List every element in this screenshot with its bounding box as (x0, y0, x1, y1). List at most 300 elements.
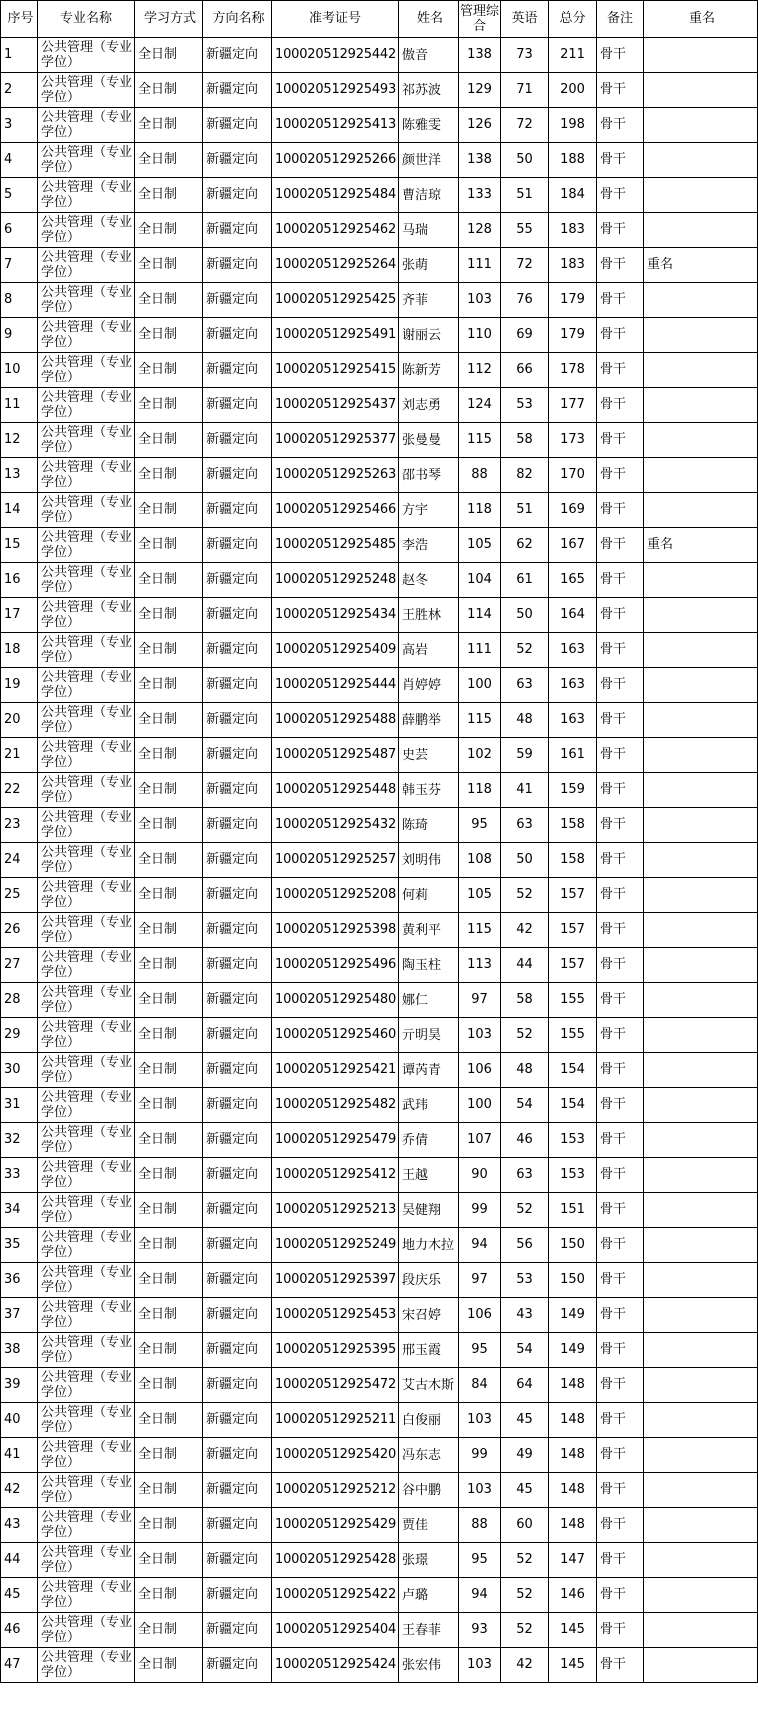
cell-english: 52 (501, 1543, 549, 1578)
cell-name: 陈琦 (399, 808, 459, 843)
cell-ticket: 100020512925422 (272, 1578, 399, 1613)
cell-english: 72 (501, 108, 549, 143)
cell-total: 161 (549, 738, 597, 773)
cell-mode: 全日制 (135, 493, 203, 528)
cell-no: 8 (1, 283, 38, 318)
cell-mode: 全日制 (135, 843, 203, 878)
cell-major: 公共管理（专业学位） (38, 1578, 135, 1613)
cell-no: 28 (1, 983, 38, 1018)
cell-total: 149 (549, 1333, 597, 1368)
cell-name: 祁苏波 (399, 73, 459, 108)
cell-name: 颜世洋 (399, 143, 459, 178)
cell-direction: 新疆定向 (203, 913, 272, 948)
col-header-remark: 备注 (597, 1, 644, 38)
cell-remark: 骨干 (597, 598, 644, 633)
cell-name: 张璟 (399, 1543, 459, 1578)
cell-dup (644, 73, 758, 108)
cell-total: 184 (549, 178, 597, 213)
cell-direction: 新疆定向 (203, 528, 272, 563)
cell-mode: 全日制 (135, 213, 203, 248)
cell-total: 154 (549, 1088, 597, 1123)
cell-remark: 骨干 (597, 493, 644, 528)
cell-direction: 新疆定向 (203, 1368, 272, 1403)
cell-no: 46 (1, 1613, 38, 1648)
cell-dup (644, 1403, 758, 1438)
cell-direction: 新疆定向 (203, 1018, 272, 1053)
cell-total: 183 (549, 248, 597, 283)
cell-no: 21 (1, 738, 38, 773)
cell-english: 42 (501, 913, 549, 948)
cell-mgmt: 105 (459, 878, 501, 913)
cell-mgmt: 108 (459, 843, 501, 878)
table-row (1, 738, 758, 773)
cell-remark: 骨干 (597, 1333, 644, 1368)
cell-ticket: 100020512925398 (272, 913, 399, 948)
cell-mode: 全日制 (135, 423, 203, 458)
cell-dup: 重名 (644, 528, 758, 563)
table-row (1, 598, 758, 633)
col-header-direction: 方向名称 (203, 1, 272, 38)
cell-total: 153 (549, 1158, 597, 1193)
cell-dup (644, 423, 758, 458)
cell-english: 63 (501, 808, 549, 843)
cell-remark: 骨干 (597, 318, 644, 353)
cell-major: 公共管理（专业学位） (38, 1368, 135, 1403)
cell-english: 60 (501, 1508, 549, 1543)
table-row (1, 703, 758, 738)
cell-name: 赵冬 (399, 563, 459, 598)
cell-no: 35 (1, 1228, 38, 1263)
cell-mode: 全日制 (135, 528, 203, 563)
cell-mode: 全日制 (135, 38, 203, 73)
cell-major: 公共管理（专业学位） (38, 598, 135, 633)
cell-no: 2 (1, 73, 38, 108)
cell-direction: 新疆定向 (203, 283, 272, 318)
cell-major: 公共管理（专业学位） (38, 213, 135, 248)
cell-major: 公共管理（专业学位） (38, 1298, 135, 1333)
cell-major: 公共管理（专业学位） (38, 283, 135, 318)
cell-mode: 全日制 (135, 1228, 203, 1263)
cell-no: 19 (1, 668, 38, 703)
cell-mgmt: 88 (459, 458, 501, 493)
cell-major: 公共管理（专业学位） (38, 703, 135, 738)
cell-mode: 全日制 (135, 1578, 203, 1613)
cell-dup (644, 1613, 758, 1648)
cell-direction: 新疆定向 (203, 178, 272, 213)
cell-direction: 新疆定向 (203, 1473, 272, 1508)
cell-mode: 全日制 (135, 108, 203, 143)
cell-direction: 新疆定向 (203, 738, 272, 773)
cell-remark: 骨干 (597, 528, 644, 563)
table-row (1, 73, 758, 108)
cell-direction: 新疆定向 (203, 633, 272, 668)
cell-english: 53 (501, 1263, 549, 1298)
cell-english: 61 (501, 563, 549, 598)
cell-dup (644, 808, 758, 843)
cell-dup (644, 388, 758, 423)
table-row (1, 1333, 758, 1368)
cell-mgmt: 113 (459, 948, 501, 983)
cell-no: 40 (1, 1403, 38, 1438)
table-row (1, 38, 758, 73)
cell-name: 艾古木斯 (399, 1368, 459, 1403)
cell-name: 傲音 (399, 38, 459, 73)
cell-mode: 全日制 (135, 1088, 203, 1123)
cell-no: 17 (1, 598, 38, 633)
cell-no: 4 (1, 143, 38, 178)
cell-total: 163 (549, 633, 597, 668)
cell-total: 179 (549, 283, 597, 318)
cell-ticket: 100020512925248 (272, 563, 399, 598)
cell-english: 58 (501, 423, 549, 458)
cell-mgmt: 99 (459, 1438, 501, 1473)
cell-total: 188 (549, 143, 597, 178)
table-row (1, 1473, 758, 1508)
cell-mode: 全日制 (135, 913, 203, 948)
cell-english: 69 (501, 318, 549, 353)
cell-english: 52 (501, 1578, 549, 1613)
cell-direction: 新疆定向 (203, 668, 272, 703)
table-row (1, 1613, 758, 1648)
cell-remark: 骨干 (597, 1228, 644, 1263)
table-row (1, 1158, 758, 1193)
cell-direction: 新疆定向 (203, 423, 272, 458)
cell-english: 52 (501, 1613, 549, 1648)
cell-name: 谭芮青 (399, 1053, 459, 1088)
cell-remark: 骨干 (597, 1508, 644, 1543)
cell-ticket: 100020512925444 (272, 668, 399, 703)
cell-total: 157 (549, 913, 597, 948)
cell-major: 公共管理（专业学位） (38, 773, 135, 808)
cell-dup (644, 1333, 758, 1368)
cell-total: 153 (549, 1123, 597, 1158)
cell-ticket: 100020512925397 (272, 1263, 399, 1298)
cell-mgmt: 100 (459, 668, 501, 703)
cell-total: 167 (549, 528, 597, 563)
cell-mgmt: 106 (459, 1298, 501, 1333)
cell-dup (644, 493, 758, 528)
table-row (1, 318, 758, 353)
cell-mode: 全日制 (135, 458, 203, 493)
cell-ticket: 100020512925409 (272, 633, 399, 668)
col-header-total: 总分 (549, 1, 597, 38)
cell-direction: 新疆定向 (203, 73, 272, 108)
cell-no: 38 (1, 1333, 38, 1368)
cell-dup (644, 318, 758, 353)
cell-remark: 骨干 (597, 1543, 644, 1578)
table-row (1, 213, 758, 248)
cell-major: 公共管理（专业学位） (38, 808, 135, 843)
cell-name: 段庆乐 (399, 1263, 459, 1298)
cell-major: 公共管理（专业学位） (38, 1473, 135, 1508)
cell-remark: 骨干 (597, 1578, 644, 1613)
cell-remark: 骨干 (597, 388, 644, 423)
cell-major: 公共管理（专业学位） (38, 1263, 135, 1298)
cell-mgmt: 95 (459, 808, 501, 843)
table-row (1, 528, 758, 563)
cell-direction: 新疆定向 (203, 318, 272, 353)
cell-mode: 全日制 (135, 1193, 203, 1228)
cell-name: 黄利平 (399, 913, 459, 948)
cell-major: 公共管理（专业学位） (38, 178, 135, 213)
table-row (1, 1298, 758, 1333)
cell-major: 公共管理（专业学位） (38, 948, 135, 983)
cell-direction: 新疆定向 (203, 1438, 272, 1473)
cell-total: 146 (549, 1578, 597, 1613)
cell-direction: 新疆定向 (203, 213, 272, 248)
cell-major: 公共管理（专业学位） (38, 423, 135, 458)
cell-name: 史芸 (399, 738, 459, 773)
cell-mgmt: 103 (459, 1648, 501, 1683)
cell-dup (644, 38, 758, 73)
cell-major: 公共管理（专业学位） (38, 318, 135, 353)
header-row (1, 1, 758, 38)
cell-total: 145 (549, 1648, 597, 1683)
cell-dup (644, 563, 758, 598)
cell-english: 52 (501, 1018, 549, 1053)
cell-mode: 全日制 (135, 1648, 203, 1683)
cell-ticket: 100020512925257 (272, 843, 399, 878)
cell-total: 159 (549, 773, 597, 808)
cell-remark: 骨干 (597, 1298, 644, 1333)
cell-remark: 骨干 (597, 458, 644, 493)
cell-major: 公共管理（专业学位） (38, 108, 135, 143)
cell-name: 陈新芳 (399, 353, 459, 388)
cell-mode: 全日制 (135, 598, 203, 633)
cell-english: 53 (501, 388, 549, 423)
cell-english: 76 (501, 283, 549, 318)
cell-remark: 骨干 (597, 983, 644, 1018)
cell-name: 肖婷婷 (399, 668, 459, 703)
cell-mode: 全日制 (135, 808, 203, 843)
cell-mode: 全日制 (135, 563, 203, 598)
cell-remark: 骨干 (597, 773, 644, 808)
cell-direction: 新疆定向 (203, 1403, 272, 1438)
cell-name: 张曼曼 (399, 423, 459, 458)
cell-remark: 骨干 (597, 1018, 644, 1053)
cell-remark: 骨干 (597, 703, 644, 738)
cell-remark: 骨干 (597, 1438, 644, 1473)
cell-remark: 骨干 (597, 1088, 644, 1123)
cell-ticket: 100020512925488 (272, 703, 399, 738)
cell-total: 183 (549, 213, 597, 248)
table-row (1, 1123, 758, 1158)
cell-ticket: 100020512925496 (272, 948, 399, 983)
cell-dup (644, 1438, 758, 1473)
cell-dup (644, 703, 758, 738)
cell-direction: 新疆定向 (203, 248, 272, 283)
cell-english: 50 (501, 598, 549, 633)
cell-english: 52 (501, 633, 549, 668)
cell-mode: 全日制 (135, 353, 203, 388)
cell-dup (644, 1473, 758, 1508)
cell-ticket: 100020512925249 (272, 1228, 399, 1263)
cell-no: 29 (1, 1018, 38, 1053)
cell-mode: 全日制 (135, 668, 203, 703)
cell-name: 冯东志 (399, 1438, 459, 1473)
cell-major: 公共管理（专业学位） (38, 913, 135, 948)
cell-direction: 新疆定向 (203, 1123, 272, 1158)
cell-mgmt: 112 (459, 353, 501, 388)
cell-ticket: 100020512925453 (272, 1298, 399, 1333)
cell-english: 48 (501, 703, 549, 738)
cell-ticket: 100020512925460 (272, 1018, 399, 1053)
cell-dup (644, 1648, 758, 1683)
cell-mgmt: 95 (459, 1333, 501, 1368)
table-row (1, 983, 758, 1018)
cell-mgmt: 110 (459, 318, 501, 353)
cell-ticket: 100020512925413 (272, 108, 399, 143)
cell-ticket: 100020512925482 (272, 1088, 399, 1123)
cell-remark: 骨干 (597, 1613, 644, 1648)
cell-english: 49 (501, 1438, 549, 1473)
cell-major: 公共管理（专业学位） (38, 38, 135, 73)
cell-total: 179 (549, 318, 597, 353)
cell-ticket: 100020512925442 (272, 38, 399, 73)
cell-ticket: 100020512925493 (272, 73, 399, 108)
cell-mgmt: 111 (459, 633, 501, 668)
table-row (1, 353, 758, 388)
cell-remark: 骨干 (597, 1403, 644, 1438)
table-row (1, 1508, 758, 1543)
cell-no: 25 (1, 878, 38, 913)
cell-name: 娜仁 (399, 983, 459, 1018)
table-row (1, 1403, 758, 1438)
cell-total: 148 (549, 1438, 597, 1473)
cell-major: 公共管理（专业学位） (38, 1648, 135, 1683)
cell-name: 谢丽云 (399, 318, 459, 353)
table-row (1, 808, 758, 843)
cell-dup (644, 1018, 758, 1053)
cell-major: 公共管理（专业学位） (38, 388, 135, 423)
cell-mgmt: 115 (459, 423, 501, 458)
cell-total: 158 (549, 843, 597, 878)
table-row (1, 1053, 758, 1088)
cell-no: 7 (1, 248, 38, 283)
cell-dup (644, 983, 758, 1018)
cell-remark: 骨干 (597, 878, 644, 913)
cell-english: 43 (501, 1298, 549, 1333)
col-header-major: 专业名称 (38, 1, 135, 38)
cell-direction: 新疆定向 (203, 563, 272, 598)
cell-english: 41 (501, 773, 549, 808)
cell-major: 公共管理（专业学位） (38, 668, 135, 703)
cell-direction: 新疆定向 (203, 843, 272, 878)
cell-dup (644, 178, 758, 213)
cell-mgmt: 128 (459, 213, 501, 248)
cell-total: 150 (549, 1263, 597, 1298)
cell-direction: 新疆定向 (203, 878, 272, 913)
table-row (1, 1438, 758, 1473)
cell-ticket: 100020512925263 (272, 458, 399, 493)
cell-mgmt: 115 (459, 703, 501, 738)
cell-ticket: 100020512925395 (272, 1333, 399, 1368)
cell-name: 韩玉芬 (399, 773, 459, 808)
cell-major: 公共管理（专业学位） (38, 1228, 135, 1263)
cell-mode: 全日制 (135, 318, 203, 353)
cell-mgmt: 111 (459, 248, 501, 283)
cell-direction: 新疆定向 (203, 1613, 272, 1648)
cell-remark: 骨干 (597, 808, 644, 843)
cell-no: 18 (1, 633, 38, 668)
cell-direction: 新疆定向 (203, 703, 272, 738)
cell-dup (644, 913, 758, 948)
cell-mode: 全日制 (135, 773, 203, 808)
table-row (1, 773, 758, 808)
cell-mgmt: 104 (459, 563, 501, 598)
cell-major: 公共管理（专业学位） (38, 738, 135, 773)
cell-no: 6 (1, 213, 38, 248)
cell-name: 张萌 (399, 248, 459, 283)
cell-mode: 全日制 (135, 1543, 203, 1578)
cell-total: 148 (549, 1473, 597, 1508)
cell-mode: 全日制 (135, 1053, 203, 1088)
cell-ticket: 100020512925266 (272, 143, 399, 178)
cell-dup (644, 283, 758, 318)
cell-major: 公共管理（专业学位） (38, 1193, 135, 1228)
cell-ticket: 100020512925491 (272, 318, 399, 353)
cell-mgmt: 126 (459, 108, 501, 143)
table-row (1, 878, 758, 913)
cell-total: 164 (549, 598, 597, 633)
cell-english: 51 (501, 493, 549, 528)
cell-ticket: 100020512925437 (272, 388, 399, 423)
col-header-dup: 重名 (644, 1, 758, 38)
cell-total: 211 (549, 38, 597, 73)
cell-name: 贾佳 (399, 1508, 459, 1543)
cell-total: 155 (549, 983, 597, 1018)
cell-dup (644, 458, 758, 493)
cell-mode: 全日制 (135, 878, 203, 913)
cell-major: 公共管理（专业学位） (38, 353, 135, 388)
cell-name: 张宏伟 (399, 1648, 459, 1683)
cell-mgmt: 99 (459, 1193, 501, 1228)
cell-dup (644, 633, 758, 668)
cell-mode: 全日制 (135, 73, 203, 108)
cell-direction: 新疆定向 (203, 983, 272, 1018)
cell-english: 72 (501, 248, 549, 283)
cell-name: 陈雅雯 (399, 108, 459, 143)
cell-dup (644, 143, 758, 178)
cell-mode: 全日制 (135, 1368, 203, 1403)
cell-ticket: 100020512925434 (272, 598, 399, 633)
cell-no: 23 (1, 808, 38, 843)
cell-mode: 全日制 (135, 633, 203, 668)
table-row (1, 423, 758, 458)
cell-major: 公共管理（专业学位） (38, 633, 135, 668)
cell-mgmt: 102 (459, 738, 501, 773)
cell-no: 27 (1, 948, 38, 983)
cell-dup (644, 1158, 758, 1193)
cell-mode: 全日制 (135, 1263, 203, 1298)
cell-ticket: 100020512925428 (272, 1543, 399, 1578)
cell-no: 22 (1, 773, 38, 808)
table-row (1, 1648, 758, 1683)
cell-name: 白俊丽 (399, 1403, 459, 1438)
cell-ticket: 100020512925377 (272, 423, 399, 458)
cell-remark: 骨干 (597, 353, 644, 388)
cell-no: 15 (1, 528, 38, 563)
cell-english: 54 (501, 1333, 549, 1368)
cell-remark: 骨干 (597, 423, 644, 458)
cell-name: 卢璐 (399, 1578, 459, 1613)
cell-major: 公共管理（专业学位） (38, 528, 135, 563)
cell-mgmt: 90 (459, 1158, 501, 1193)
cell-name: 邵书琴 (399, 458, 459, 493)
cell-no: 32 (1, 1123, 38, 1158)
cell-mode: 全日制 (135, 983, 203, 1018)
cell-mgmt: 118 (459, 773, 501, 808)
